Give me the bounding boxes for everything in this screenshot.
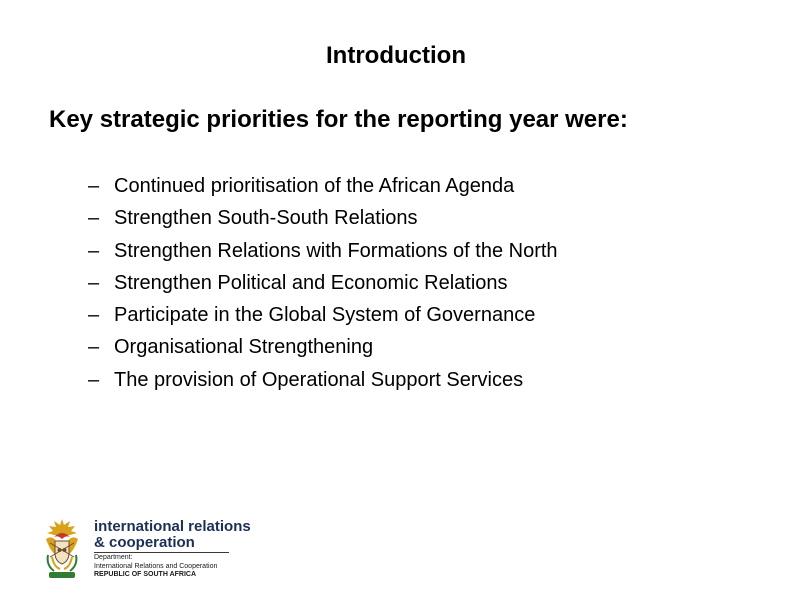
brand-line-1: international relations bbox=[94, 518, 251, 535]
slide-subtitle: Key strategic priorities for the reporting year were: bbox=[49, 106, 628, 133]
dash-bullet-icon: – bbox=[88, 175, 100, 197]
list-item bbox=[88, 366, 558, 398]
list-item-text: The provision of Operational Support Services bbox=[114, 368, 524, 391]
brand-line-2: & cooperation bbox=[94, 534, 195, 551]
department-full-name: International Relations and Cooperation bbox=[94, 562, 218, 570]
list-item bbox=[88, 237, 558, 269]
department-name bbox=[94, 554, 217, 580]
department-label: Department: bbox=[94, 554, 133, 561]
list-item-text: Strengthen Political and Economic Relations bbox=[114, 271, 508, 294]
list-item bbox=[88, 269, 558, 301]
brand-name bbox=[94, 519, 251, 551]
logo-divider bbox=[94, 552, 229, 553]
dash-bullet-icon: – bbox=[88, 336, 100, 359]
list-item-text: Participate in the Global System of Governance bbox=[114, 304, 536, 327]
list-item-text: Organisational Strengthening bbox=[114, 336, 374, 359]
dash-bullet-icon: – bbox=[88, 207, 100, 230]
dash-bullet-icon: – bbox=[88, 304, 100, 327]
dash-bullet-icon: – bbox=[88, 368, 100, 391]
list-item-text: Strengthen South-South Relations bbox=[114, 207, 418, 230]
priorities-list bbox=[88, 172, 558, 398]
dash-bullet-icon: – bbox=[88, 239, 100, 262]
slide-title: Introduction bbox=[326, 42, 466, 69]
dash-bullet-icon: – bbox=[88, 271, 100, 294]
list-item bbox=[88, 172, 558, 204]
department-logo bbox=[40, 517, 251, 583]
list-item bbox=[88, 204, 558, 236]
list-item-text: Continued prioritisation of the African Agenda bbox=[114, 175, 515, 197]
list-item-text: Strengthen Relations with Formations of the North bbox=[114, 239, 558, 262]
coat-of-arms-icon bbox=[40, 517, 84, 581]
list-item bbox=[88, 301, 558, 333]
country-name: REPUBLIC OF SOUTH AFRICA bbox=[94, 571, 197, 578]
list-item bbox=[88, 333, 558, 365]
